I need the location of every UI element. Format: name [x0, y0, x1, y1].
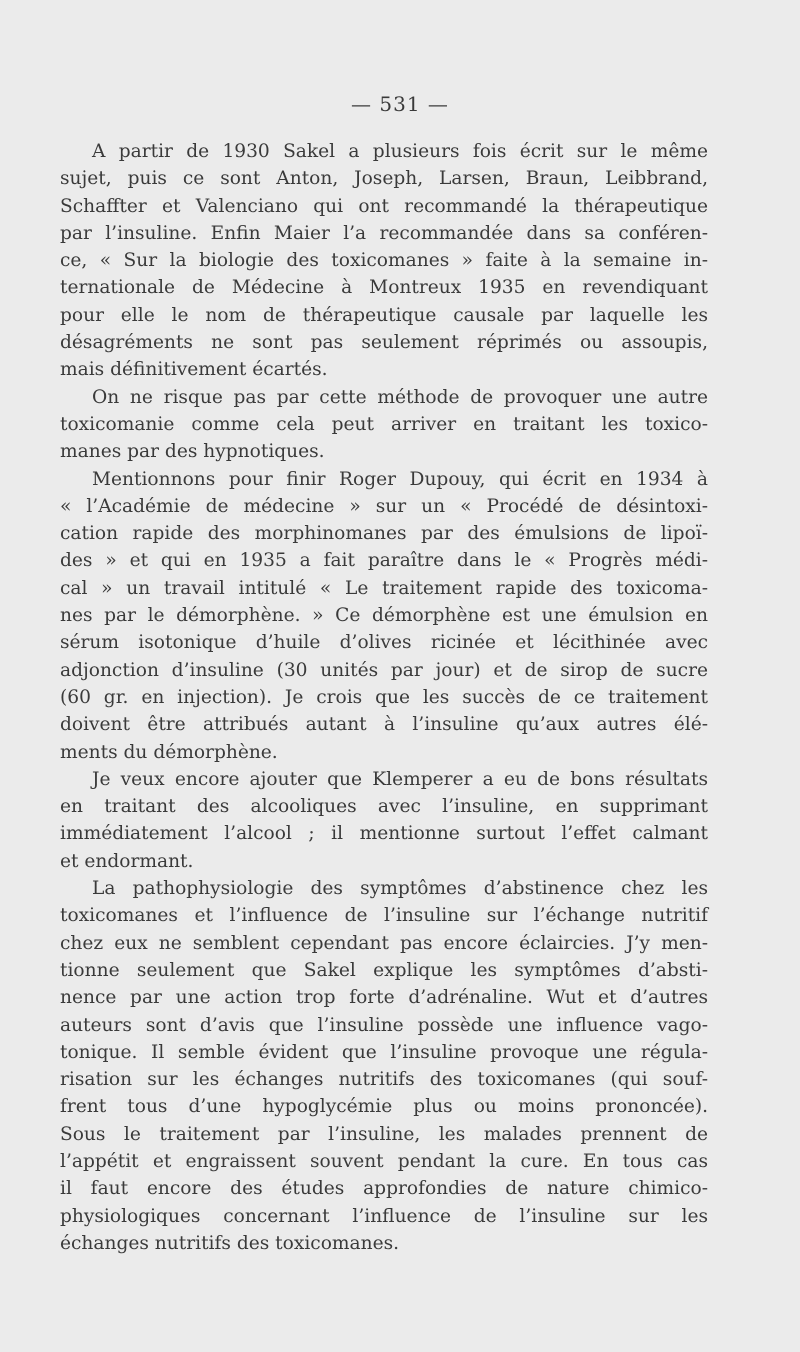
body-text — [60, 138, 708, 1257]
text-line: toxicomanes et l’influence de l’insuline sur l’échange nutritif — [60, 905, 708, 927]
text-line: Schaffter et Valenciano qui ont recommandé la thérapeutique — [60, 195, 708, 217]
paragraph-2 — [60, 384, 708, 466]
paragraph-4 — [60, 766, 708, 875]
text-line: immédiatement l’alcool ; il mentionne surtout l’effet calmant — [60, 823, 708, 845]
text-line: échanges nutritifs des toxicomanes. — [60, 1232, 400, 1254]
text-line: frent tous d’une hypoglycémie plus ou moins prononcée). — [60, 1096, 708, 1118]
text-line: ce, « Sur la biologie des toxicomanes » faite à la semaine in- — [60, 250, 708, 272]
text-line: « l’Académie de médecine » sur un « Procédé de désintoxi- — [60, 495, 708, 517]
text-line: Je veux encore ajouter que Klemperer a eu de bons résultats — [92, 768, 708, 790]
paragraph-1 — [60, 138, 708, 384]
text-line: tionne seulement que Sakel explique les symptômes d’absti- — [60, 959, 708, 981]
text-line: ternationale de Médecine à Montreux 1935 en revendiquant — [60, 277, 708, 299]
text-line: sujet, puis ce sont Anton, Joseph, Larsen, Braun, Leibbrand, — [60, 168, 708, 190]
paragraph-3 — [60, 466, 708, 766]
text-line: ments du démorphène. — [60, 741, 278, 763]
page-number: — 531 — — [351, 92, 449, 116]
text-line: On ne risque pas par cette méthode de provoquer une autre — [92, 386, 708, 408]
text-line: Sous le traitement par l’insuline, les malades prennent de — [60, 1123, 708, 1145]
text-line: l’appétit et engraissent souvent pendant la cure. En tous cas — [60, 1150, 708, 1172]
text-line: sérum isotonique d’huile d’olives ricinée et lécithinée avec — [60, 632, 708, 654]
paragraph-5 — [60, 875, 708, 1257]
text-line: physiologiques concernant l’influence de l’insuline sur les — [60, 1205, 708, 1227]
text-line: désagréments ne sont pas seulement réprimés ou assoupis, — [60, 332, 708, 354]
text-line: et endormant. — [60, 850, 194, 872]
text-line: en traitant des alcooliques avec l’insuline, en supprimant — [60, 796, 708, 818]
text-line: tonique. Il semble évident que l’insuline provoque une régula- — [60, 1041, 708, 1063]
text-line: nes par le démorphène. » Ce démorphène est une émulsion en — [60, 605, 708, 627]
text-line: chez eux ne semblent cependant pas encore éclaircies. J’y men- — [60, 932, 708, 954]
text-line: doivent être attribués autant à l’insuline qu’aux autres élé- — [60, 714, 708, 736]
text-line: il faut encore des études approfondies de nature chimico- — [60, 1178, 708, 1200]
text-line: pour elle le nom de thérapeutique causale par laquelle les — [60, 304, 708, 326]
text-line: mais définitivement écartés. — [60, 359, 328, 381]
text-line: par l’insuline. Enfin Maier l’a recommandée dans sa conféren- — [60, 222, 708, 244]
text-line: cation rapide des morphinomanes par des émulsions de lipoï- — [60, 523, 708, 545]
text-line: La pathophysiologie des symptômes d’abstinence chez les — [92, 878, 708, 900]
text-line: auteurs sont d’avis que l’insuline possède une influence vago- — [60, 1014, 708, 1036]
text-line: des » et qui en 1935 a fait paraître dans le « Progrès médi- — [60, 550, 708, 572]
text-line: Mentionnons pour finir Roger Dupouy, qui écrit en 1934 à — [92, 468, 708, 490]
text-line: toxicomanie comme cela peut arriver en traitant les toxico- — [60, 413, 708, 435]
text-line: cal » un travail intitulé « Le traitement rapide des toxicoma- — [60, 577, 708, 599]
text-line: risation sur les échanges nutritifs des toxicomanes (qui souf- — [60, 1069, 708, 1091]
text-line: (60 gr. en injection). Je crois que les succès de ce traitement — [60, 686, 708, 708]
text-line: A partir de 1930 Sakel a plusieurs fois écrit sur le même — [92, 141, 708, 162]
text-line: manes par des hypnotiques. — [60, 441, 325, 463]
text-line: adjonction d’insuline (30 unités par jour) et de sirop de sucre — [60, 659, 708, 681]
text-line: nence par une action trop forte d’adrénaline. Wut et d’autres — [60, 987, 708, 1009]
